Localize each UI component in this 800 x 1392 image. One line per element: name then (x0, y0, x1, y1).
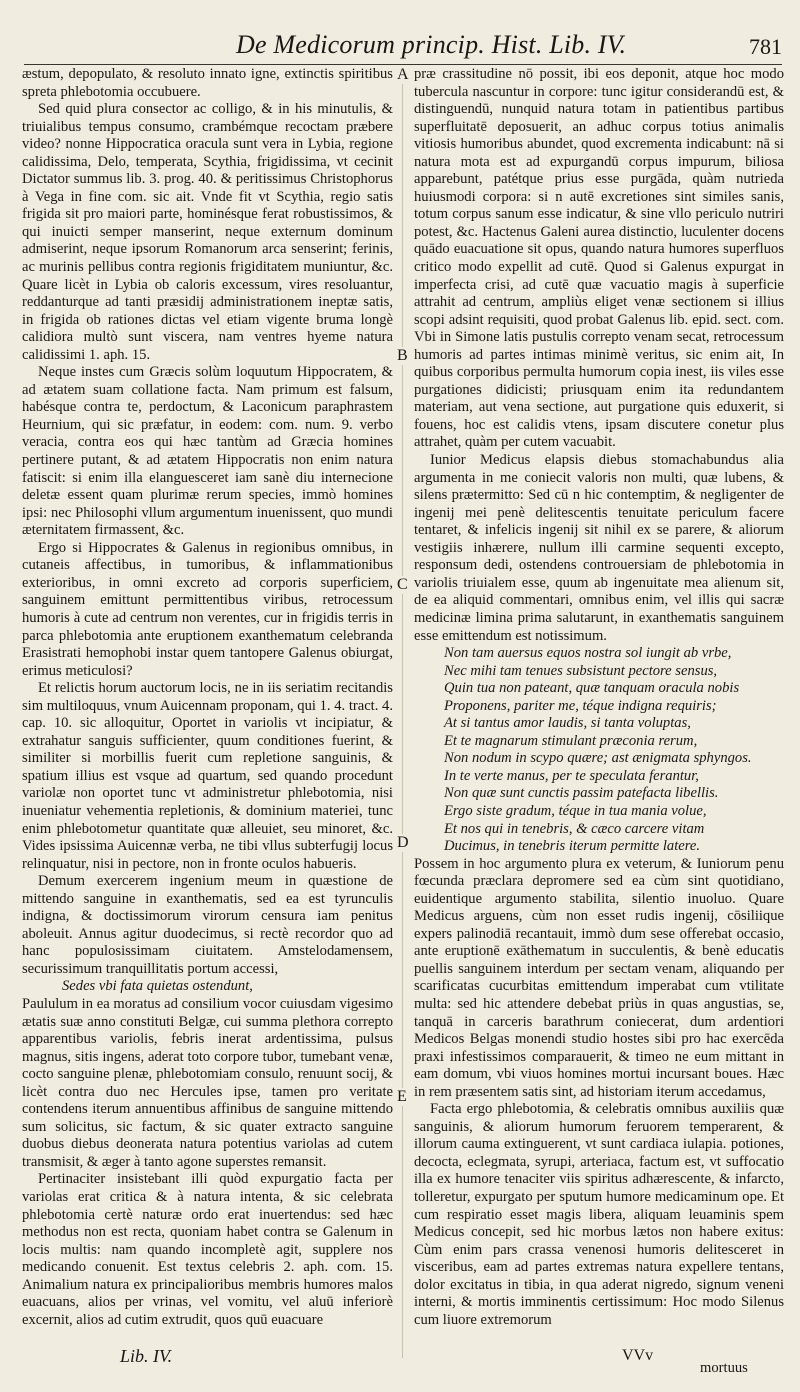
verse-line: Non tam auersus equos nostra sol iungit ab vrbe, (444, 645, 732, 662)
margin-marker-c: C (397, 576, 408, 593)
verse-line: At si tantus amor laudis, si tanta voluptas, (444, 715, 691, 732)
page-number: 781 (749, 34, 782, 59)
paragraph: æstum, depopulato, & resoluto innato igne, extinctis spiritibus spreta phlebotomia occubuere. (22, 66, 393, 100)
margin-marker-e: E (397, 1088, 407, 1105)
verse-line: Quin tua non pateant, quæ tanquam oracula nobis (444, 680, 740, 697)
verse-line: Ergo siste gradum, téque in tua mania volue, (444, 802, 707, 819)
right-column (414, 66, 784, 1329)
verse-line: In te verte manus, per te speculata ferantur, (444, 767, 699, 784)
verse-line: Proponens, pariter me, téque indigna requiris; (444, 697, 717, 714)
column-divider (402, 66, 403, 1358)
paragraph: Pertinaciter insistebant illi quòd expurgatio facta per variolas erat critica & à natura intenta, & sic celebrata phlebotomia certè naturæ ordo erat inuertendus: sed hæc methodus non est recta, quoniam habet contra se Galenum in locis multis: nam quando incompletè agit, supplere nos medicando conuenit. Est textus celebris 2. aph. com. 15. Animalium natura ex principalioribus membris humores malos euacuans, alios per vrinas, vel vomitu, vel aluū inferiorè excernit, alios ad cutim extrudit, quos quū euacuare (22, 1171, 393, 1328)
paragraph: præ crassitudine nō possit, ibi eos deponit, atque hoc modo tubercula nascuntur in corpore: tunc igitur considerandū est, & distinguendū, nunquid natura totam in patientibus partibus superfluitatē deposuerit, an adhuc corpus totius animalis vitiosis humoribus abundet, quod excrementa indicabunt: nā si natura mota est ad expurgandū corpus impurum, biliosa apparebunt, patétque prius esse purgāda, quàm nutrieda huiusmodi corpora: si n autē excretiones sint similes sanis, totum corpus sanum esse indicatur, & sine vllo periculo nutriri potest, &c. Hactenus Galeni aurea distinctio, luculenter docens quādo euacuatione sit opus, quando natura humores superfluos critico modo expellit ad cutē. Quod si Galenus expurgat in imperfecta crisi, ad cutē quæ vacuatio magis à superficie attrahit ad centrum, ampliùs eliget venæ sectionem si illius scopi adsint requisiti, quod probat Galenus lib. epid. sect. com. Vbi in Simone latis pustulis correpto venam secat, retrocessum humoris ad partes intimas minimè veritus, sic enim ait, In quibus corporibus permulta humorum copia inest, iis viles esse purgationes didicisti; priusquam enim ita redundantem materiam, aut vena sectione, aut purgatione quis eduxerit, si fouens, hoc est calidis vtens, ipsam discutere conetur plus attrahet, quàm per cutem vacuabit. (414, 66, 784, 451)
verse-block (414, 645, 784, 856)
paragraph: Facta ergo phlebotomia, & celebratis omnibus auxiliis quæ sanguinis, & aliorum humorum feruorem temperarent, & illorum cauma extinguerent, vt sunt cardiaca iulapia. potiones, decocta, eclegmata, syrupi, arteriaca, factum est, vt suffocatio illa ex humore tenaciter viis spiritus adhærescente, & infarcto, tolleretur, expurgato per sputum humore medicaminum ope. Et cum respiratio esset magis libera, aliquam leuaminis spem Medicus concepit, sed hic morbus lætos non habere exitus: Cùm enim pars crassa venenosi humoris delitesceret in visceribus, eam ad partes extremas natura expellere tentans, dolor excitatus in tibia, in qua aderat nigredo, signum veneni interni, & mortis imminentis certissimum: Hoc modo Silenus cum liuore extremorum (414, 1101, 784, 1328)
paragraph: Iunior Medicus elapsis diebus stomachabundus alia argumenta in me coniecit valoris non multi, quæ lubens, & silens prætermitto: Sed cū n hic contemptim, & negligenter de ingenij mei penè delitescentis tenuitate periculum facere tentaret, & infelicis ingenij sit nihil ex se parere, & aliorum vestigiis inhærere, nullum illi carmine sequenti excepto, responsum dedi, ostendens controuersiam de phlebotomia in variolis triuialem esse, quum ab ingenuitate mea alienum sit, de ea aliquid commentari, omnibus enim, vel illis qui sacræ medicinæ limina prima salutarunt, in exanthematis sanguinem esse emittendum est notissimum. (414, 452, 784, 644)
footer-catchword: mortuus (700, 1360, 748, 1376)
verse-line: Ducimus, in tenebris iterum permitte latere. (444, 838, 701, 855)
footer-signature: VVv (622, 1347, 654, 1364)
running-title: De Medicorum princip. Hist. Lib. IV. (236, 30, 627, 59)
verse-line: Nec mihi tam tenues subsistunt pectore sensus, (444, 662, 718, 679)
paragraph: Possem in hoc argumento plura ex veterum, & Iuniorum penu fœcunda præclara depromere sed ea cùm sint quotidiano, euidentique argumento stabilita, silentio inuoluo. Quare Medicus arguens, cùm non esset rudis ingenij, cōsiliique expers palinodiā recantauit, immò dum sese offerebat occasio, ante eruptionē exāthematum in succulentis, & benè educatis puellis sanguinem interdum per sectam venam, aliquando per scarificatas cucurbitas emittendum imperabat cum vtilitate multa: sed hic attendere debebat priùs in quas angustias, se, tanquā in carceris barathrum coniecerat, dum ardentiori Medicos Belgas monendi studio hostes sibi pro hac exercēda praxi infestissimos comparauerit, & timeo ne eum mittant in eam domum, vbi viuos homines mortui incursant boues. Hæc in rem præsentem satis sint, ad historiam iterum accedamus, (414, 855, 784, 1100)
verse-line: Non quæ sunt cunctis passim patefacta libellis. (444, 785, 719, 802)
paragraph: Demum exercerem ingenium meum in quæstione de mittendo sanguine in exanthematis, sed ea est tyrunculis indigna, & doctissimorum virorum censura iam penitus aboleuit. Annus agitur duodecimus, si rectè recordor quo ad hanc populosissimam ciuitatem. Amstelodamensem, securissimum tranquillitatis portum accessi, (22, 873, 393, 977)
paragraph: Sed quid plura consector ac colligo, & in his minutulis, & triuialibus tempus consumo, crambémque recoctam præbere video? nonne Hippocratica oracula sunt vera in Lybia, regione calidissima, Delo, temperata, Scythia, frigidissima, vt cecinit Dictator summus lib. 3. prog. 40. & peritissimus Christophorus à Vega in fine com. sic ait. Vnde fit vt Scythia, regio satis frigida sit pro maiori parte, hominésque ferat robustissimos, & qui inuicti semper manserint, neque externum dominum admiserint, neque ipsorum Romanorum arca senserint; ferinis, ac murinis pellibus contra regionis frigiditatem muniuntur, &c. Quare licèt in Lybia ob caloris excessum, vires resoluantur, reddanturque ad tanti præsidij administrationem ineptæ satis, in frigida ob rationes dictas vel etiam vigente bruma longè calidiora multò sunt viscera, nam ventres hyeme natura calidissimi 1. aph. 15. (22, 101, 393, 363)
left-column (22, 66, 393, 1329)
paragraph: Paululum in ea moratus ad consilium vocor cuiusdam vigesimo ætatis suæ anno constituti Belgæ, cui summa plethora correpto apparentibus variolis, febris inerat ardentissima, pulsus magnus, sitis ingens, aderat toto corpore tubor, tumebant venæ, cocto sanguine plenæ, phlebotomiam consulo, renuunt socij, & licèt contra duo nec Hercules ipse, tamen pro veritate contendens iterum annuentibus affinibus de sanguine mittendo sum solicitus, sic factum, & sic quater extracto sanguine duobus diebus deonerata natura potentius variolas ad cutem transmisit, & æger à tanto agone superstes remansit. (22, 995, 393, 1170)
footer-book-label: Lib. IV. (120, 1346, 173, 1366)
paragraph: Neque instes cum Græcis solùm loquutum Hippocratem, & ad ætatem suam collatione facta. Nam primum est falsum, habésque contra te, perdoctum, & Laconicum paraphrastem Heurnium, qui sic præfatur, in eodem: com. num. 9. verbo veracia, contra eos qui hæc tantùm ad Græcia homines pertinere putant, & ad ætatem Hippocratis non enim natura fatiscit: si enim illa elanguesceret iam sanè diu internecione deletæ essent quam plurimæ rerum species, immò homines ipsi: nec Philosophi vllum argumentum inuenissent, quo mundi æternitatem firmassent, &c. (22, 364, 393, 539)
paragraph: Et relictis horum auctorum locis, ne in iis seriatim recitandis sim multiloquus, vnum Auicennam proponam, qui 1. 4. tract. 4. cap. 10. sic alloquitur, Oportet in variolis vt incipiatur, & extrahatur sanguis sufficienter, quum conditiones fuerint, & similiter si morbillis fuerit cum repletione sanguinis, & spatium illius est vsque ad quartum, sed quando procedunt variolæ non oportet tunc vt administretur phlebotomia, nisi inueniatur vehementia repletionis, & dominium materiei, tunc enim phlebotometur quantitate quæ alleuiet, seu minoret, &c. Vides ipsissima Auicennæ verba, ne tibi vllus subterfugij locus relinquatur, nisi in pectore, non in fronte oculos habueris. (22, 680, 393, 872)
verse-line: Et nos qui in tenebris, & cæco carcere vitam (444, 820, 705, 837)
margin-marker-d: D (397, 834, 409, 851)
verse-line: Non nodum in scypo quære; ast ænigmata sphyngos. (444, 750, 752, 767)
header-rule (24, 64, 782, 65)
verse-line: Et te magnarum stimulant præconia rerum, (444, 732, 698, 749)
margin-marker-b: B (397, 347, 408, 364)
margin-marker-a: A (397, 66, 409, 83)
paragraph: Ergo si Hippocrates & Galenus in regionibus omnibus, in cutaneis affectibus, in tumoribus, & inflammationibus exterioribus, in omni excreto ad corporis superficiem, sanguinem emittunt permittentibus viribus, retrocessum humoris à cute ad centrum non verentes, cur in frigidis terris in parca phlebotomia ante eruptionem exanthematum celebranda Erasistrati hemophobi instar quem tantopere Galenus obiurgat, erimus meticulosi? (22, 539, 393, 679)
paragraph: Sedes vbi fata quietas ostendunt, (62, 978, 253, 995)
